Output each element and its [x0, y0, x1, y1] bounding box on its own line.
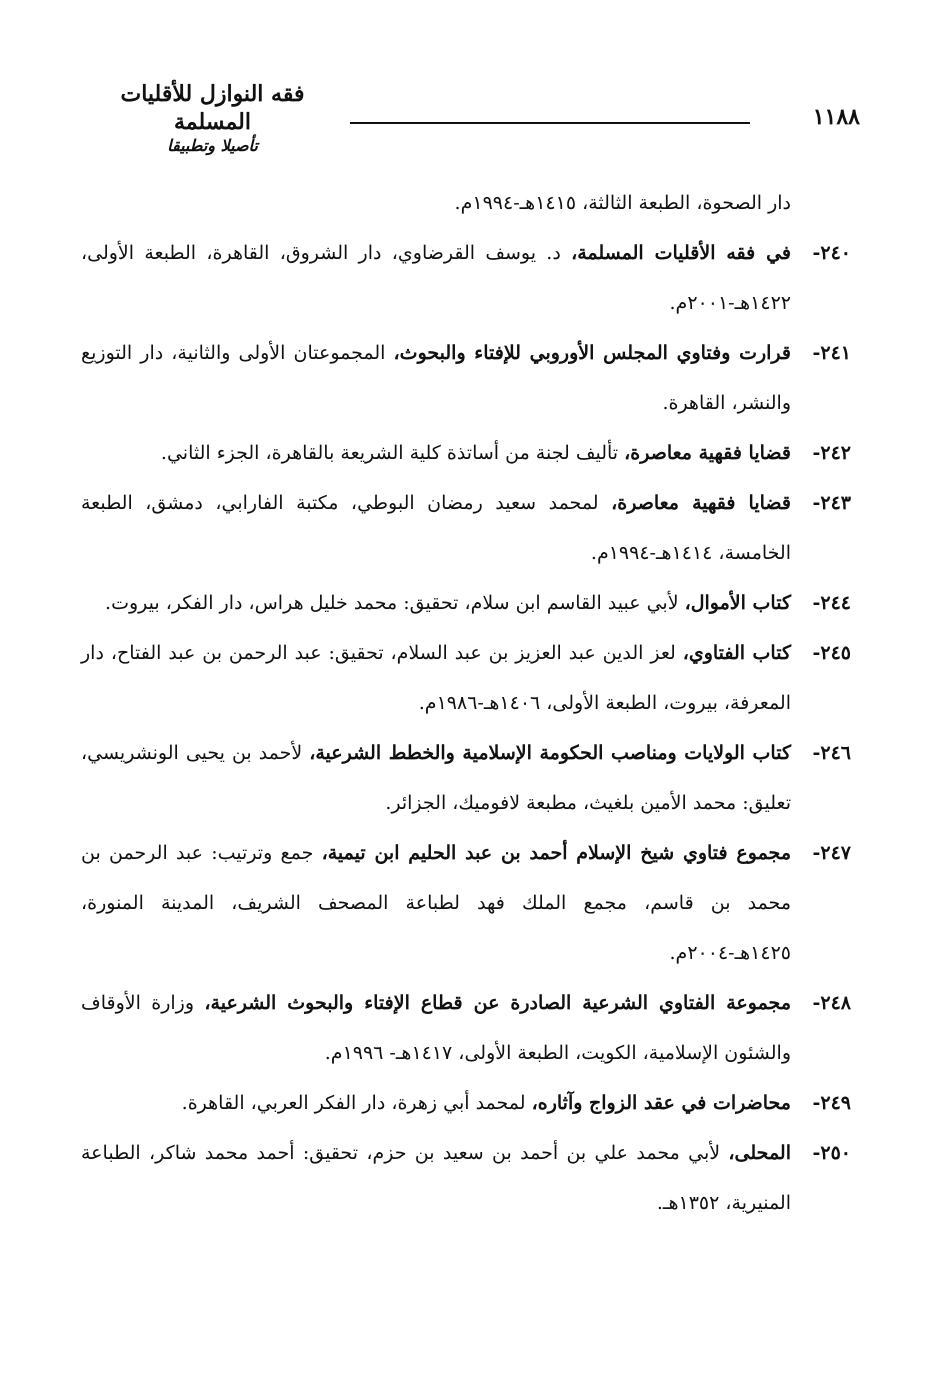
- entry-number: ٢٤٨-: [812, 992, 851, 1014]
- bibliography-entry: [81, 728, 851, 828]
- entry-number: ٢٤٤-: [812, 592, 851, 614]
- page-header: [80, 70, 860, 155]
- running-title-sub: تأصيلا وتطبيقا: [167, 136, 258, 155]
- entry-number: ٢٤٠-: [812, 242, 851, 264]
- bibliography-list: [81, 178, 851, 1228]
- entry-title: قضايا فقهية معاصرة،: [624, 442, 791, 464]
- entry-number: ٢٤٢-: [812, 442, 851, 464]
- entry-text: جمع وترتيب: عبد الرحمن بن محمد بن قاسم، مجمع الملك فهد لطباعة المصحف الشريف، المدينة المنورة، ١٤٢٥هـ-٢٠٠٤م.: [81, 842, 791, 964]
- entry-number: ٢٤٣-: [812, 492, 851, 514]
- entry-title: محاضرات في عقد الزواج وآثاره،: [531, 1092, 791, 1114]
- entry-text: لعز الدين عبد العزيز بن عبد السلام، تحقيق: عبد الرحمن بن عبد الفتاح، دار المعرفة، بيروت، الطبعة الأولى، ١٤٠٦هـ-١٩٨٦م.: [81, 642, 791, 714]
- continuation-line: دار الصحوة، الطبعة الثالثة، ١٤١٥هـ-١٩٩٤م.: [454, 192, 791, 214]
- entry-title: مجموع فتاوي شيخ الإسلام أحمد بن عبد الحليم ابن تيمية،: [321, 842, 791, 864]
- bibliography-entry: [81, 228, 851, 328]
- entry-text: لأبي محمد علي بن أحمد بن سعيد بن حزم، تحقيق: أحمد محمد شاكر، الطباعة المنيرية، ١٣٥٢هـ.: [81, 1142, 791, 1214]
- page-number: ١١٨٨: [812, 104, 860, 130]
- entry-number: ٢٤٦-: [812, 742, 851, 764]
- bibliography-entry: [81, 1078, 851, 1128]
- entry-text: لأبي عبيد القاسم ابن سلام، تحقيق: محمد خليل هراس، دار الفكر، بيروت.: [105, 592, 685, 614]
- bibliography-entry: [81, 578, 851, 628]
- bibliography-entry: [81, 428, 851, 478]
- entry-title: كتاب الأموال،: [684, 592, 791, 614]
- header-rule: [350, 122, 750, 124]
- entry-title: قرارت وفتاوي المجلس الأوروبي للإفتاء والبحوث،: [393, 342, 791, 364]
- bibliography-entry: [81, 628, 851, 728]
- bibliography-entry: [81, 328, 851, 428]
- entry-number: ٢٤١-: [812, 342, 851, 364]
- entry-text: تأليف لجنة من أساتذة كلية الشريعة بالقاهرة، الجزء الثاني.: [160, 442, 625, 464]
- entry-title: قضايا فقهية معاصرة،: [611, 492, 791, 514]
- entry-number: ٢٤٩-: [812, 1092, 851, 1114]
- entry-text: لمحمد سعيد رمضان البوطي، مكتبة الفارابي، دمشق، الطبعة الخامسة، ١٤١٤هـ-١٩٩٤م.: [81, 492, 791, 564]
- entry-title: المحلى،: [728, 1142, 791, 1164]
- bibliography-entry: [81, 478, 851, 578]
- bibliography-entry: [81, 1128, 851, 1228]
- running-title-main: فقه النوازل للأقليات المسلمة: [120, 81, 305, 135]
- entry-number: ٢٥٠-: [812, 1142, 851, 1164]
- entry-number: ٢٤٧-: [812, 842, 851, 864]
- bibliography-entry: [81, 828, 851, 978]
- entry-text: د. يوسف القرضاوي، دار الشروق، القاهرة، الطبعة الأولى، ١٤٢٢هـ-٢٠٠١م.: [81, 242, 791, 314]
- entry-text: المجموعتان الأولى والثانية، دار التوزيع والنشر، القاهرة.: [81, 342, 791, 414]
- bibliography-entry: [81, 978, 851, 1078]
- entry-title: كتاب الفتاوي،: [682, 642, 792, 664]
- entry-title: في فقه الأقليات المسلمة،: [571, 242, 791, 264]
- entry-number: ٢٤٥-: [812, 642, 851, 664]
- entry-text: لمحمد أبي زهرة، دار الفكر العربي، القاهرة.: [181, 1092, 532, 1114]
- entry-text: لأحمد بن يحيى الونشريسي، تعليق: محمد الأمين بلغيث، مطبعة لافوميك، الجزائر.: [81, 742, 791, 814]
- entry-title: مجموعة الفتاوي الشرعية الصادرة عن قطاع الإفتاء والبحوث الشرعية،: [204, 992, 791, 1014]
- running-title: [80, 80, 345, 156]
- entry-text: وزارة الأوقاف والشئون الإسلامية، الكويت، الطبعة الأولى، ١٤١٧هـ- ١٩٩٦م.: [81, 992, 791, 1064]
- entry-title: كتاب الولايات ومناصب الحكومة الإسلامية والخطط الشرعية،: [309, 742, 791, 764]
